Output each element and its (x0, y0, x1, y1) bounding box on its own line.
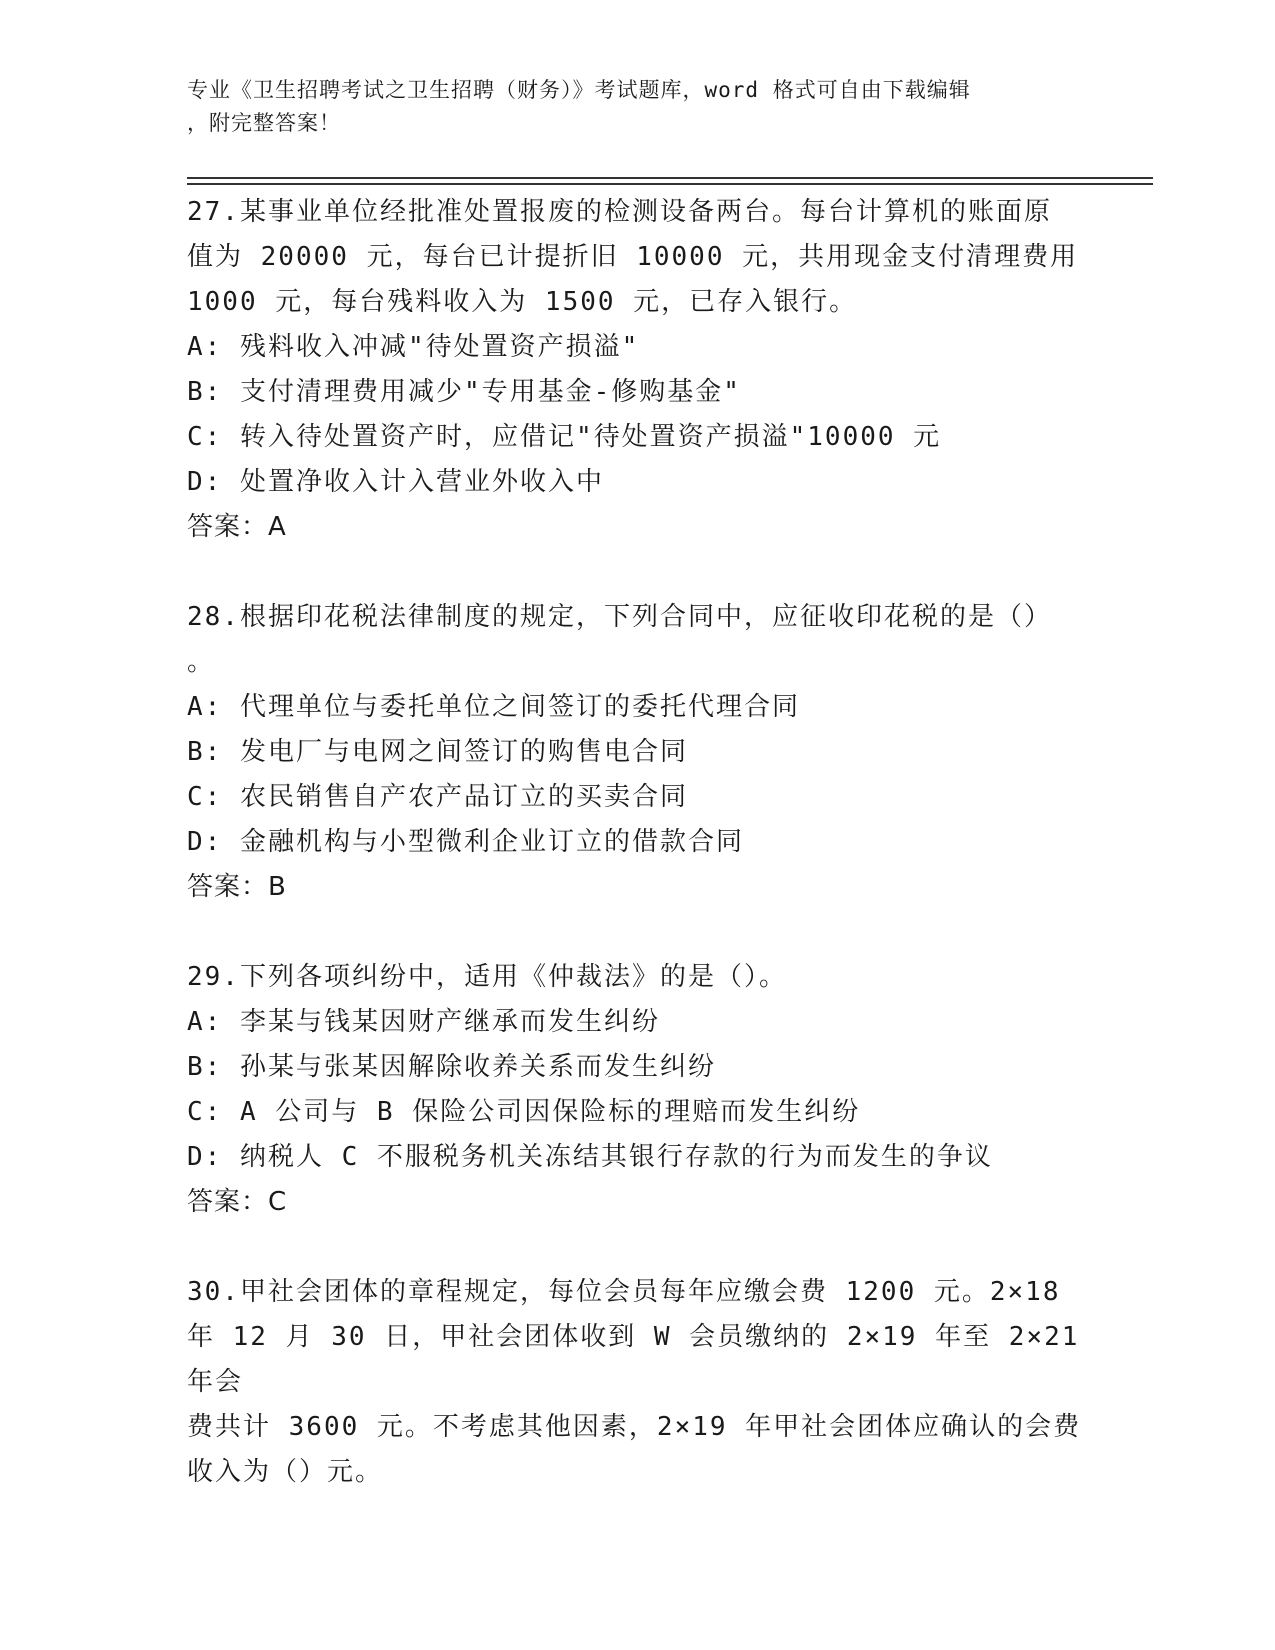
option-b: B: 孙某与张某因解除收养关系而发生纠纷 (187, 1052, 716, 1082)
header-line-2: ，附完整答案！ (187, 111, 341, 135)
header-divider-bottom (187, 183, 1153, 185)
question-text-line: 值为 20000 元，每台已计提折旧 10000 元，共用现金支付清理费用 (187, 242, 1079, 272)
question-text-line: 27.某事业单位经批准处置报废的检测设备两台。每台计算机的账面原 (187, 197, 1052, 227)
question-text-line: 年 12 月 30 日，甲社会团体收到 W 会员缴纳的 2×19 年至 2×21 年会 (187, 1322, 1098, 1397)
option-a: A: 李某与钱某因财产继承而发生纠纷 (187, 1007, 660, 1037)
option-d: D: 处置净收入计入营业外收入中 (187, 467, 604, 497)
option-d: D: 纳税人 C 不服税务机关冻结其银行存款的行为而发生的争议 (187, 1142, 993, 1172)
question-text-line: 1000 元，每台残料收入为 1500 元，已存入银行。 (187, 287, 858, 317)
header-divider-top (187, 177, 1153, 179)
option-a: A: 代理单位与委托单位之间签订的委托代理合同 (187, 692, 800, 722)
document-header (187, 74, 1087, 140)
question-text-line: 费共计 3600 元。不考虑其他因素，2×19 年甲社会团体应确认的会费 (187, 1412, 1082, 1442)
question-29 (187, 955, 1087, 1225)
answer: 答案：B (187, 872, 287, 902)
question-text-line: 收入为（）元。 (187, 1457, 384, 1487)
question-text-line: 30.甲社会团体的章程规定，每位会员每年应缴会费 1200 元。2×18 (187, 1277, 1061, 1307)
question-text-line: 。 (187, 647, 216, 677)
spacer (187, 550, 1087, 595)
answer: 答案：A (187, 512, 287, 542)
question-30 (187, 1270, 1098, 1495)
question-text-line: 28.根据印花税法律制度的规定，下列合同中，应征收印花税的是（） (187, 602, 1052, 632)
header-line-1: 专业《卫生招聘考试之卫生招聘（财务）》考试题库，word 格式可自由下载编辑 (187, 78, 971, 102)
question-text-line: 29.下列各项纠纷中，适用《仲裁法》的是（）。 (187, 962, 787, 992)
option-b: B: 发电厂与电网之间签订的购售电合同 (187, 737, 688, 767)
spacer (187, 910, 1087, 955)
question-list (187, 190, 1098, 1495)
question-27 (187, 190, 1087, 550)
option-d: D: 金融机构与小型微利企业订立的借款合同 (187, 827, 744, 857)
answer: 答案：C (187, 1187, 288, 1217)
option-c: C: 农民销售自产农产品订立的买卖合同 (187, 782, 688, 812)
option-c: C: 转入待处置资产时，应借记"待处置资产损溢"10000 元 (187, 422, 942, 452)
question-28 (187, 595, 1087, 910)
option-b: B: 支付清理费用减少"专用基金-修购基金" (187, 377, 741, 407)
spacer (187, 1225, 1087, 1270)
option-a: A: 残料收入冲减"待处置资产损溢" (187, 332, 640, 362)
option-c: C: A 公司与 B 保险公司因保险标的理赔而发生纠纷 (187, 1097, 861, 1127)
